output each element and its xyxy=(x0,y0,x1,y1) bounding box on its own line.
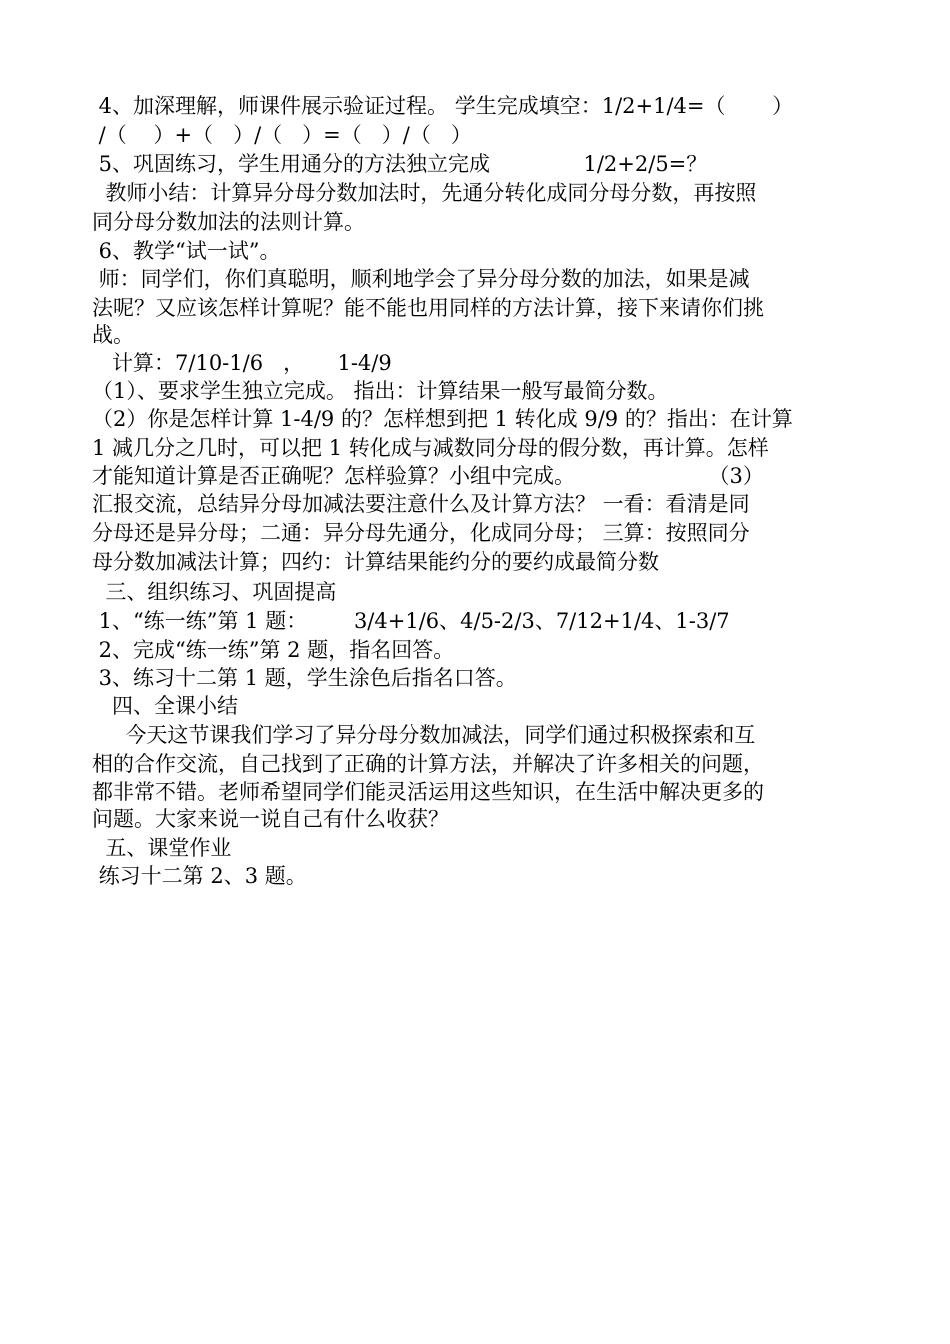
text-line: （2）你是怎样计算 1-4/9 的？怎样想到把 1 转化成 9/9 的？指出：在计算 xyxy=(92,407,793,431)
text-line: 6、教学“试一试”。 xyxy=(92,239,281,263)
section-heading: 五、课堂作业 xyxy=(92,836,232,860)
text-line: 母分数加减法计算；四约：计算结果能约分的要约成最简分数 xyxy=(92,550,659,574)
text-line: 法呢？又应该怎样计算呢？能不能也用同样的方法计算，接下来请你们挑 xyxy=(92,296,764,320)
text-line: 教师小结：计算异分母分数加法时，先通分转化成同分母分数，再按照 xyxy=(92,181,757,205)
text-line: 师：同学们，你们真聪明，顺利地学会了异分母分数的加法，如果是减 xyxy=(92,267,750,291)
text-line: 都非常不错。老师希望同学们能灵活运用这些知识，在生活中解决更多的 xyxy=(92,780,764,804)
text-line: 3、练习十二第 1 题，学生涂色后指名口答。 xyxy=(92,666,517,690)
text-line: 1、“练一练”第 1 题： 3/4+1/6、4/5-2/3、7/12+1/4、1-3/7 xyxy=(92,609,730,633)
text-line: 1 减几分之几时，可以把 1 转化成与减数同分母的假分数，再计算。怎样 xyxy=(92,436,769,460)
section-heading: 四、全课小结 xyxy=(92,694,239,718)
text-line: 相的合作交流，自己找到了正确的计算方法，并解决了许多相关的问题， xyxy=(92,752,764,776)
section-heading: 三、组织练习、巩固提高 xyxy=(92,580,337,604)
text-line: 汇报交流，总结异分母加减法要注意什么及计算方法？ 一看：看清是同 xyxy=(92,492,750,516)
text-line: 问题。大家来说一说自己有什么收获？ xyxy=(92,807,449,831)
text-line: 5、巩固练习，学生用通分的方法独立完成 1/2+2/5=？ xyxy=(92,152,708,176)
text-line: 今天这节课我们学习了异分母分数加减法，同学们通过积极探索和互 xyxy=(92,723,756,747)
text-line: 2、完成“练一练”第 2 题，指名回答。 xyxy=(92,638,455,662)
text-line: 计算：7/10-1/6 ， 1-4/9 xyxy=(92,351,392,375)
text-line: 同分母分数加法的法则计算。 xyxy=(92,210,365,234)
text-line: /（ ）+（ ）/（ ）=（ ）/（ ） xyxy=(92,123,472,147)
text-line: 才能知道计算是否正确呢？怎样验算？小组中完成。 （3） xyxy=(92,464,764,488)
text-line: （1）、要求学生独立完成。 指出：计算结果一般写最简分数。 xyxy=(92,379,669,403)
text-line: 分母还是异分母；二通：异分母先通分，化成同分母； 三算：按照同分 xyxy=(92,521,750,545)
text-line: 练习十二第 2、3 题。 xyxy=(92,864,307,888)
text-line: 战。 xyxy=(92,323,134,347)
text-line: 4、加深理解，师课件展示验证过程。 学生完成填空：1/2+1/4=（ ） xyxy=(92,94,794,118)
